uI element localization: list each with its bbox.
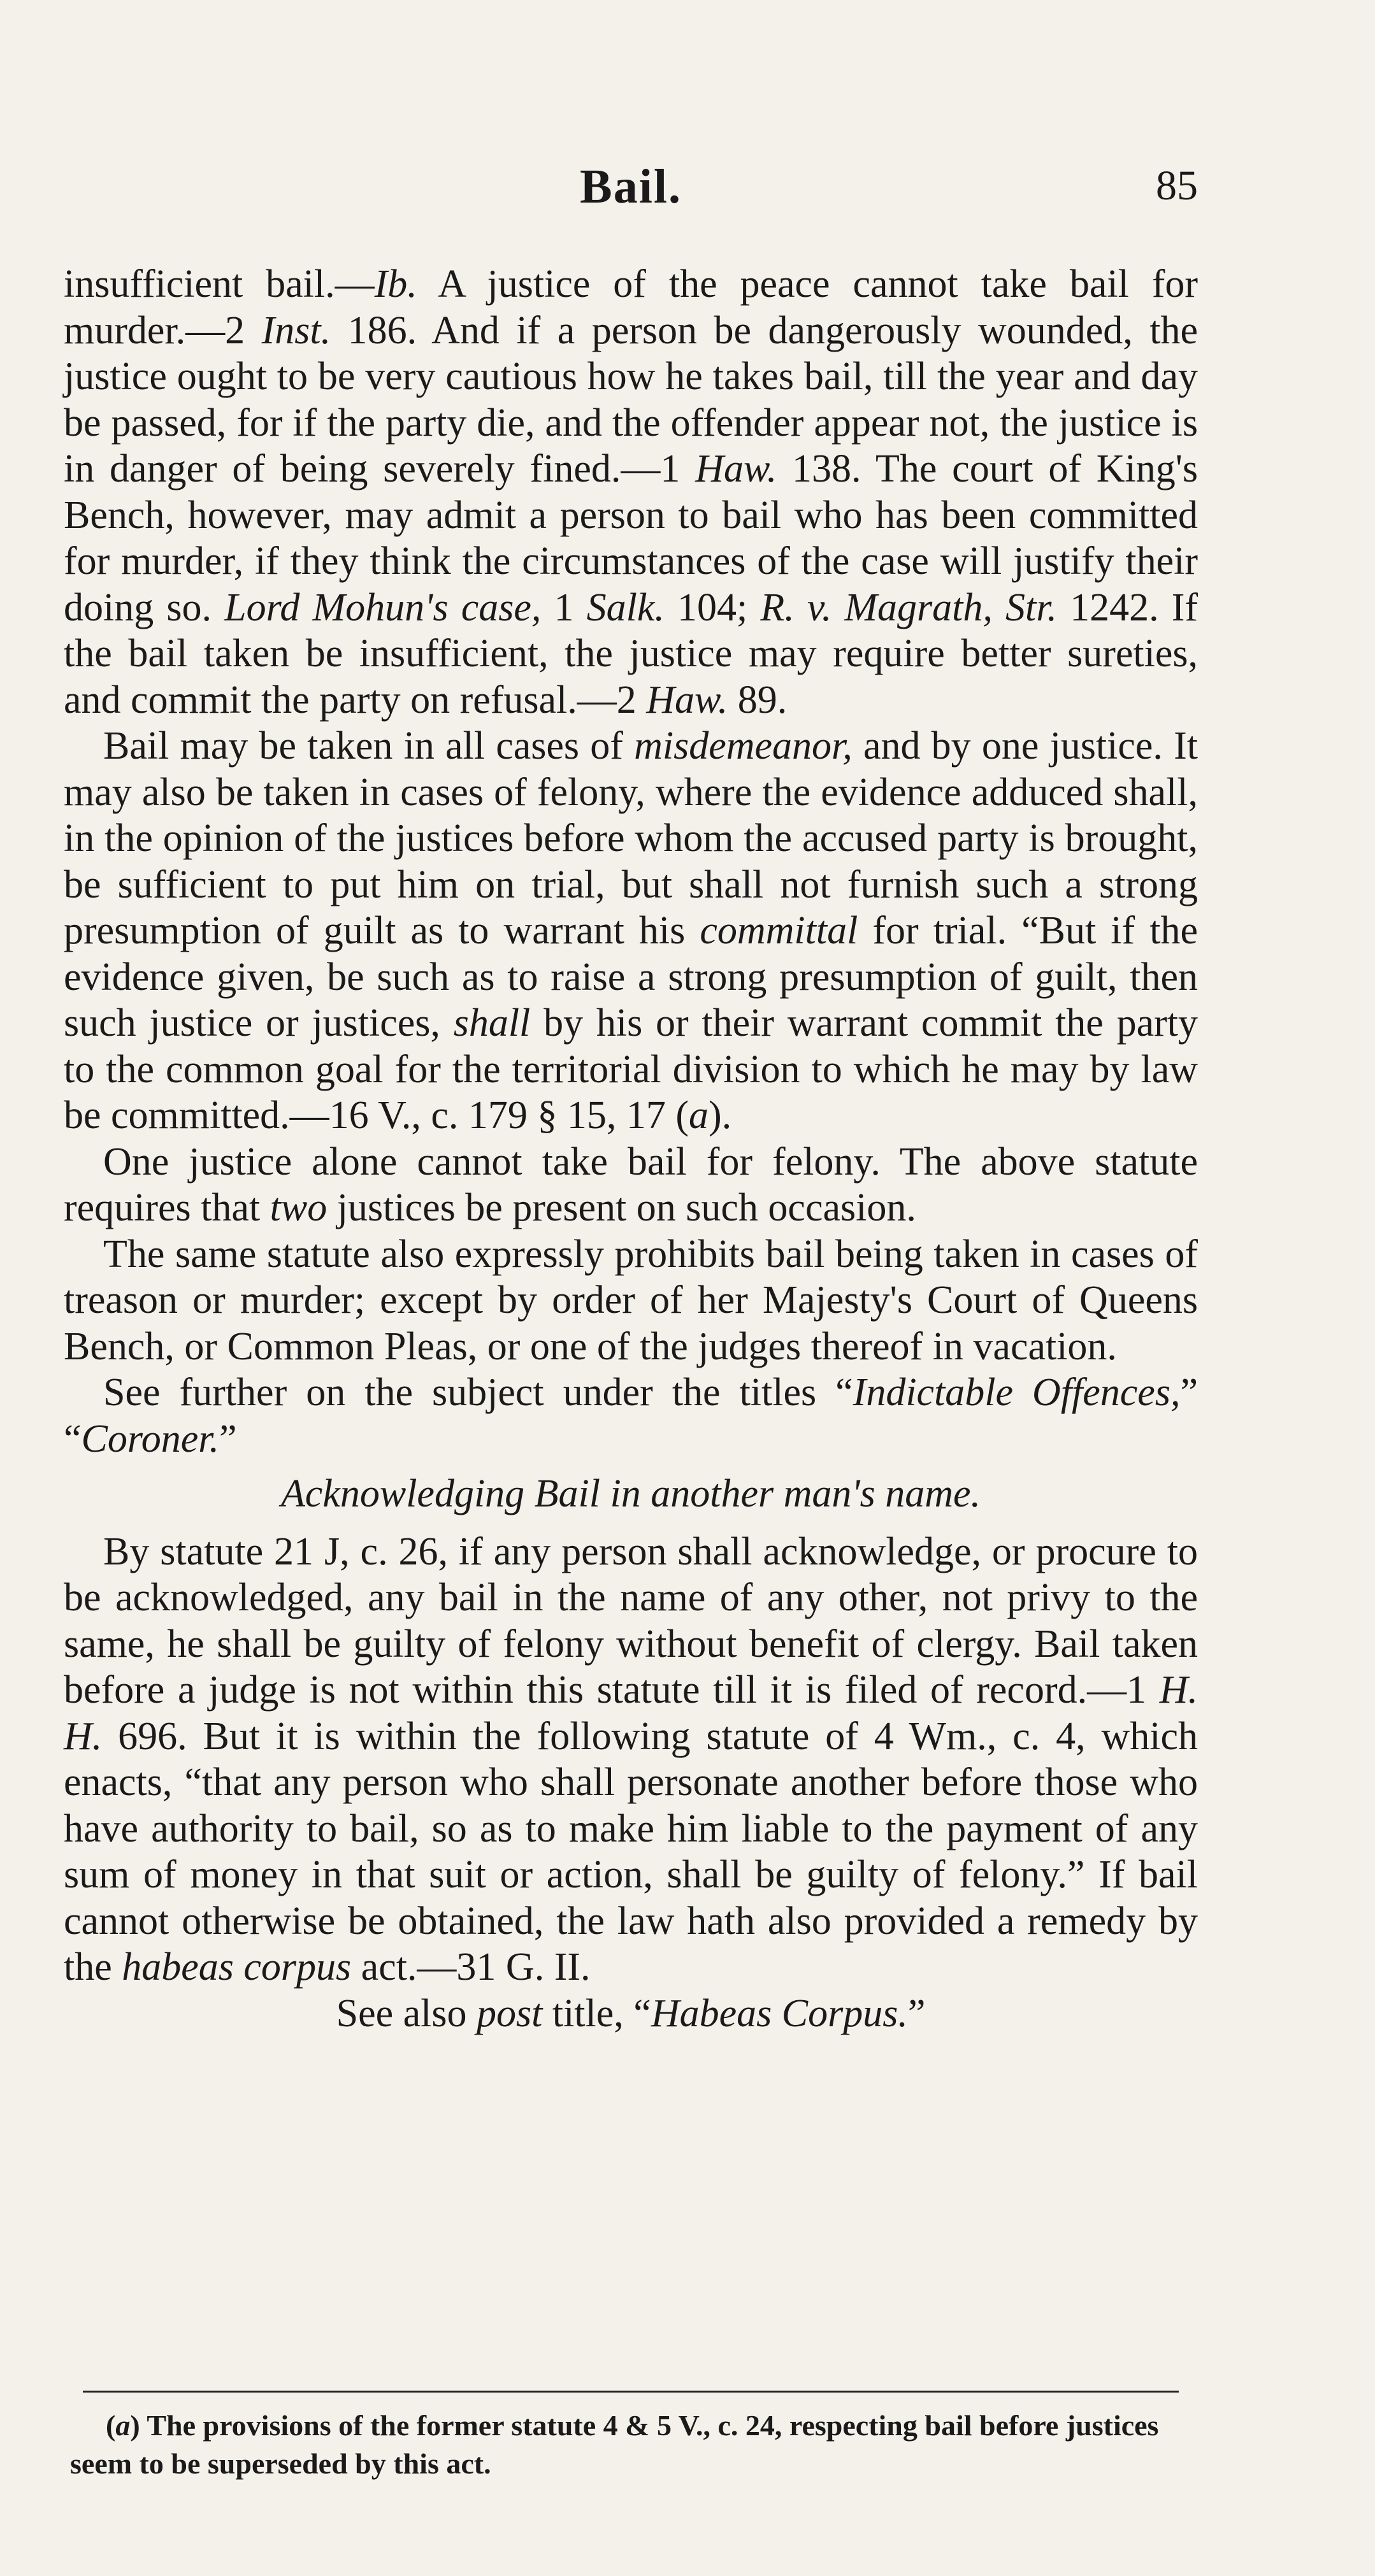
citation: Lord Mohun's case, <box>224 585 542 629</box>
text-run: and by one justice. It may also be taken in cases of felony, where the evidence adduced shall, in the opinion of the justices before whom the accused party is brought, be sufficient to put him on trial, but shall not furnish such a strong presumption of guilt as to warrant his <box>64 724 1198 952</box>
citation: Inst. <box>261 308 331 352</box>
text-run: ” “ <box>64 1371 1198 1461</box>
text-run: for trial. “But if the evidence given, be such as to raise a strong presumption of guilt, then such justice or justices, <box>64 909 1198 1045</box>
text-run: 1242. If the bail taken be insufficient, the justice may require better sureties, and commit the party on refusal.—2 <box>64 585 1199 722</box>
text-run: 104; <box>664 585 761 629</box>
text-run: One justice alone cannot take bail for felony. The above statute requires that <box>64 1140 1198 1229</box>
cross-reference: Habeas Corpus. <box>651 1991 908 2035</box>
text-run: See further on the subject under the titles “ <box>103 1371 853 1414</box>
citation: Haw. <box>646 678 728 722</box>
emphasis: post <box>477 1991 543 2035</box>
text-run: 696. But it is within the following statute of 4 Wm., c. 4, which enacts, “that any person who shall personate another before those who have authority to bail, so as to make him liable to the payment of any sum of money in that suit or action, shall be guilty of felony.” If bail cannot otherwise be obtained, the law hath also provided a remedy by the <box>64 1714 1198 1989</box>
paragraph-3 <box>64 1139 1198 1231</box>
page-header <box>64 153 1198 229</box>
running-head: Bail. <box>580 160 682 213</box>
text-run: ) The provisions of the former statute 4 & 5 V., c. 24, respecting bail before justices seem to be superseded by this act. <box>70 2409 1159 2480</box>
text-run: ” <box>907 1991 926 2035</box>
text-run: See also <box>336 1991 477 2035</box>
paragraph-7 <box>64 1991 1198 2037</box>
paragraph-2 <box>64 723 1198 1139</box>
paragraph-4 <box>64 1231 1198 1370</box>
cross-reference: Coroner. <box>81 1417 219 1461</box>
footnote-marker: a <box>115 2409 131 2442</box>
text-run: ” <box>219 1417 237 1461</box>
text-run: act.—31 G. II. <box>351 1945 591 1989</box>
citation: Salk. <box>586 585 665 629</box>
footnote <box>70 2407 1204 2483</box>
body-text <box>64 261 1198 2036</box>
text-run: 89. <box>728 678 788 722</box>
footnote-divider <box>83 2391 1179 2393</box>
emphasis: misdemeanor, <box>634 724 853 768</box>
text-run: insufficient bail.— <box>64 262 375 306</box>
section-heading: Acknowledging Bail in another man's name. <box>280 1472 981 1515</box>
footnote-marker: a <box>689 1094 709 1137</box>
text-run: justices be present on such occasion. <box>327 1186 916 1229</box>
emphasis: shall <box>453 1001 531 1045</box>
emphasis: committal <box>700 909 858 952</box>
citation: Haw. <box>695 447 777 490</box>
page-number: 85 <box>1156 162 1198 209</box>
paragraph-1 <box>64 261 1198 723</box>
text-run: A justice of the peace cannot take bail for murder.—2 <box>64 262 1198 352</box>
paragraph-5 <box>64 1370 1198 1462</box>
citation: Ib. <box>374 262 417 306</box>
paragraph-6 <box>64 1529 1198 1991</box>
emphasis: two <box>270 1186 328 1229</box>
text-run: 138. The court of King's Bench, however, may admit a person to bail who has been committed for murder, if they think the circumstances of the case will justify their doing so. <box>64 447 1198 629</box>
cross-reference: Indictable Offences, <box>853 1371 1181 1414</box>
text-run: 1 <box>541 585 587 629</box>
text-run: by his or their warrant commit the party to the common goal for the territorial division to which he may by law be committed.—16 V., c. 179 § 15, 17 ( <box>64 1001 1198 1137</box>
text-run: ( <box>106 2409 116 2442</box>
text-run: 186. And if a person be dangerously wounded, the justice ought to be very cautious how he takes bail, till the year and day be passed, for if the party die, and the offender appear not, the justice is in danger of being severely fined.—1 <box>64 308 1198 490</box>
text-run: The same statute also expressly prohibits bail being taken in cases of treason or murder; except by order of her Majesty's Court of Queens Bench, or Common Pleas, or one of the judges thereof in vacation. <box>64 1232 1198 1368</box>
citation: R. v. Magrath, Str. <box>760 585 1057 629</box>
text-run: title, “ <box>542 1991 651 2035</box>
citation: H. H. <box>64 1668 1198 1758</box>
text-run: By statute 21 J, c. 26, if any person shall acknowledge, or procure to be acknowledged, any bail in the name of any other, not privy to the same, he shall be guilty of felony without benefit of clergy. Bail taken before a judge is not within this statute till it is filed of record.—1 <box>64 1529 1198 1712</box>
emphasis: habeas corpus <box>122 1945 352 1989</box>
text-run: Bail may be taken in all cases of <box>103 724 635 768</box>
text-run: ). <box>709 1094 732 1137</box>
